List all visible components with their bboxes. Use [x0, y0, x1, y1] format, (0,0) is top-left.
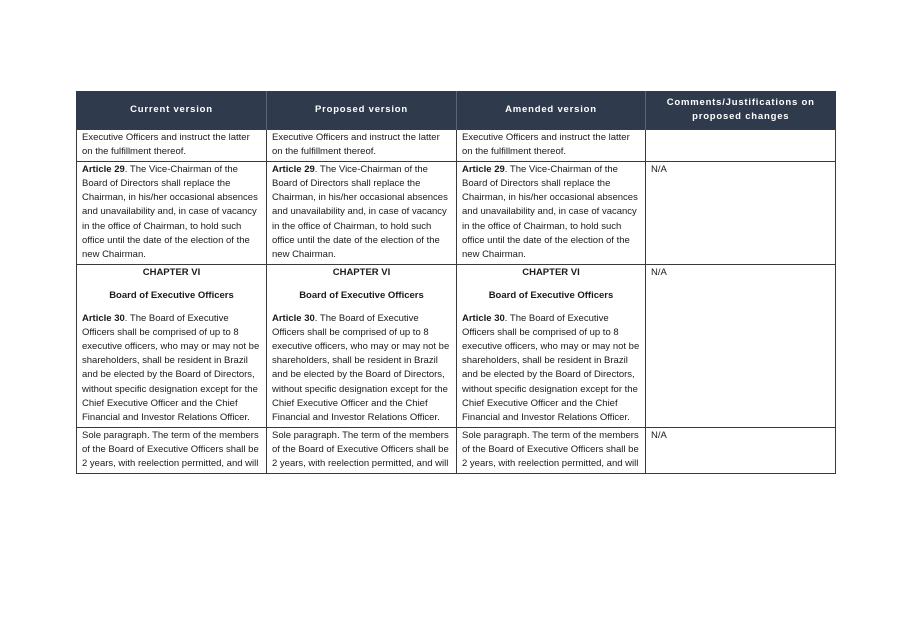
cell-proposed [267, 130, 457, 162]
cell-comment [646, 130, 836, 162]
article-text: . The Board of Executive Officers shall be comprised of up to 8 executive officers, who may or may not be shareholders, shall be resident in Brazil and be elected by the Board of Directors, without specific designation except for the Chief Executive Officer and the Chief Financial and Investor Relations Officer. [462, 313, 640, 423]
cell-amended [457, 427, 646, 473]
chapter-heading: CHAPTER VI [332, 266, 391, 278]
header-row [77, 91, 836, 130]
article-label: Article 30 [272, 313, 315, 325]
article-label: Article 30 [82, 313, 125, 325]
cell-text: Sole paragraph. The term of the members of the Board of Executive Officers shall be 2 years, with reelection permitted, and will [82, 429, 259, 469]
table-row [77, 427, 836, 473]
amendment-table [76, 91, 836, 474]
table-row [77, 130, 836, 162]
article-label: Article 29 [272, 164, 315, 176]
cell-comment [646, 427, 836, 473]
section-heading: Board of Executive Officers [109, 289, 234, 301]
header-comments: Comments/Justifications on proposed changes [646, 91, 836, 130]
cell-text: Executive Officers and instruct the latter on the fulfillment thereof. [82, 132, 250, 158]
cell-current [77, 264, 267, 427]
article-label: Article 29 [462, 164, 505, 176]
cell-current [77, 162, 267, 265]
section-heading: Board of Executive Officers [299, 289, 424, 301]
article-label: Article 30 [462, 313, 505, 325]
cell-text: Executive Officers and instruct the latter on the fulfillment thereof. [462, 132, 630, 158]
cell-proposed [267, 162, 457, 265]
article-label: Article 29 [82, 164, 125, 176]
cell-amended [457, 264, 646, 427]
section-heading: Board of Executive Officers [488, 289, 614, 301]
cell-comment [646, 162, 836, 265]
chapter-heading: CHAPTER VI [142, 266, 201, 278]
cell-amended [457, 162, 646, 265]
comment-text: N/A [651, 429, 667, 441]
cell-current [77, 130, 267, 162]
cell-proposed [267, 264, 457, 427]
cell-text: Sole paragraph. The term of the members of the Board of Executive Officers shall be 2 years, with reelection permitted, and will [272, 429, 449, 469]
cell-comment [646, 264, 836, 427]
cell-proposed [267, 427, 457, 473]
article-text: . The Board of Executive Officers shall be comprised of up to 8 executive officers, who may or may not be shareholders, shall be resident in Brazil and be elected by the Board of Directors, without specific designation except for the Chief Executive Officer and the Chief Financial and Investor Relations Officer. [82, 313, 260, 423]
cell-amended [457, 130, 646, 162]
comment-text: N/A [651, 164, 667, 176]
header-amended-version: Amended version [457, 91, 646, 130]
cell-text: Executive Officers and instruct the latter on the fulfillment thereof. [272, 132, 440, 158]
header-proposed-version: Proposed version [267, 91, 457, 130]
article-text: . The Board of Executive Officers shall be comprised of up to 8 executive officers, who may or may not be shareholders, shall be resident in Brazil and be elected by the Board of Directors, without specific designation except for the Chief Executive Officer and the Chief Financial and Investor Relations Officer. [272, 313, 450, 423]
cell-text: Sole paragraph. The term of the members of the Board of Executive Officers shall be 2 years, with reelection permitted, and will [462, 429, 639, 469]
chapter-heading: CHAPTER VI [522, 266, 580, 278]
article-text: . The Vice-Chairman of the Board of Directors shall replace the Chairman, in his/her occasional absences and unavailability and, in case of vacancy in the office of Chairman, to hold such office until the date of the election of the new Chairman. [272, 164, 448, 260]
article-text: . The Vice-Chairman of the Board of Directors shall replace the Chairman, in his/her occasional absences and unavailability and, in case of vacancy in the office of Chairman, to hold such office until the date of the election of the new Chairman. [82, 164, 258, 260]
article-text: . The Vice-Chairman of the Board of Directors shall replace the Chairman, in his/her occasional absences and unavailability and, in case of vacancy in the office of Chairman, to hold such office until the date of the election of the new Chairman. [462, 164, 638, 260]
table-row [77, 162, 836, 265]
cell-current [77, 427, 267, 473]
comment-text: N/A [651, 266, 667, 278]
header-current-version: Current version [77, 91, 267, 130]
table-row [77, 264, 836, 427]
